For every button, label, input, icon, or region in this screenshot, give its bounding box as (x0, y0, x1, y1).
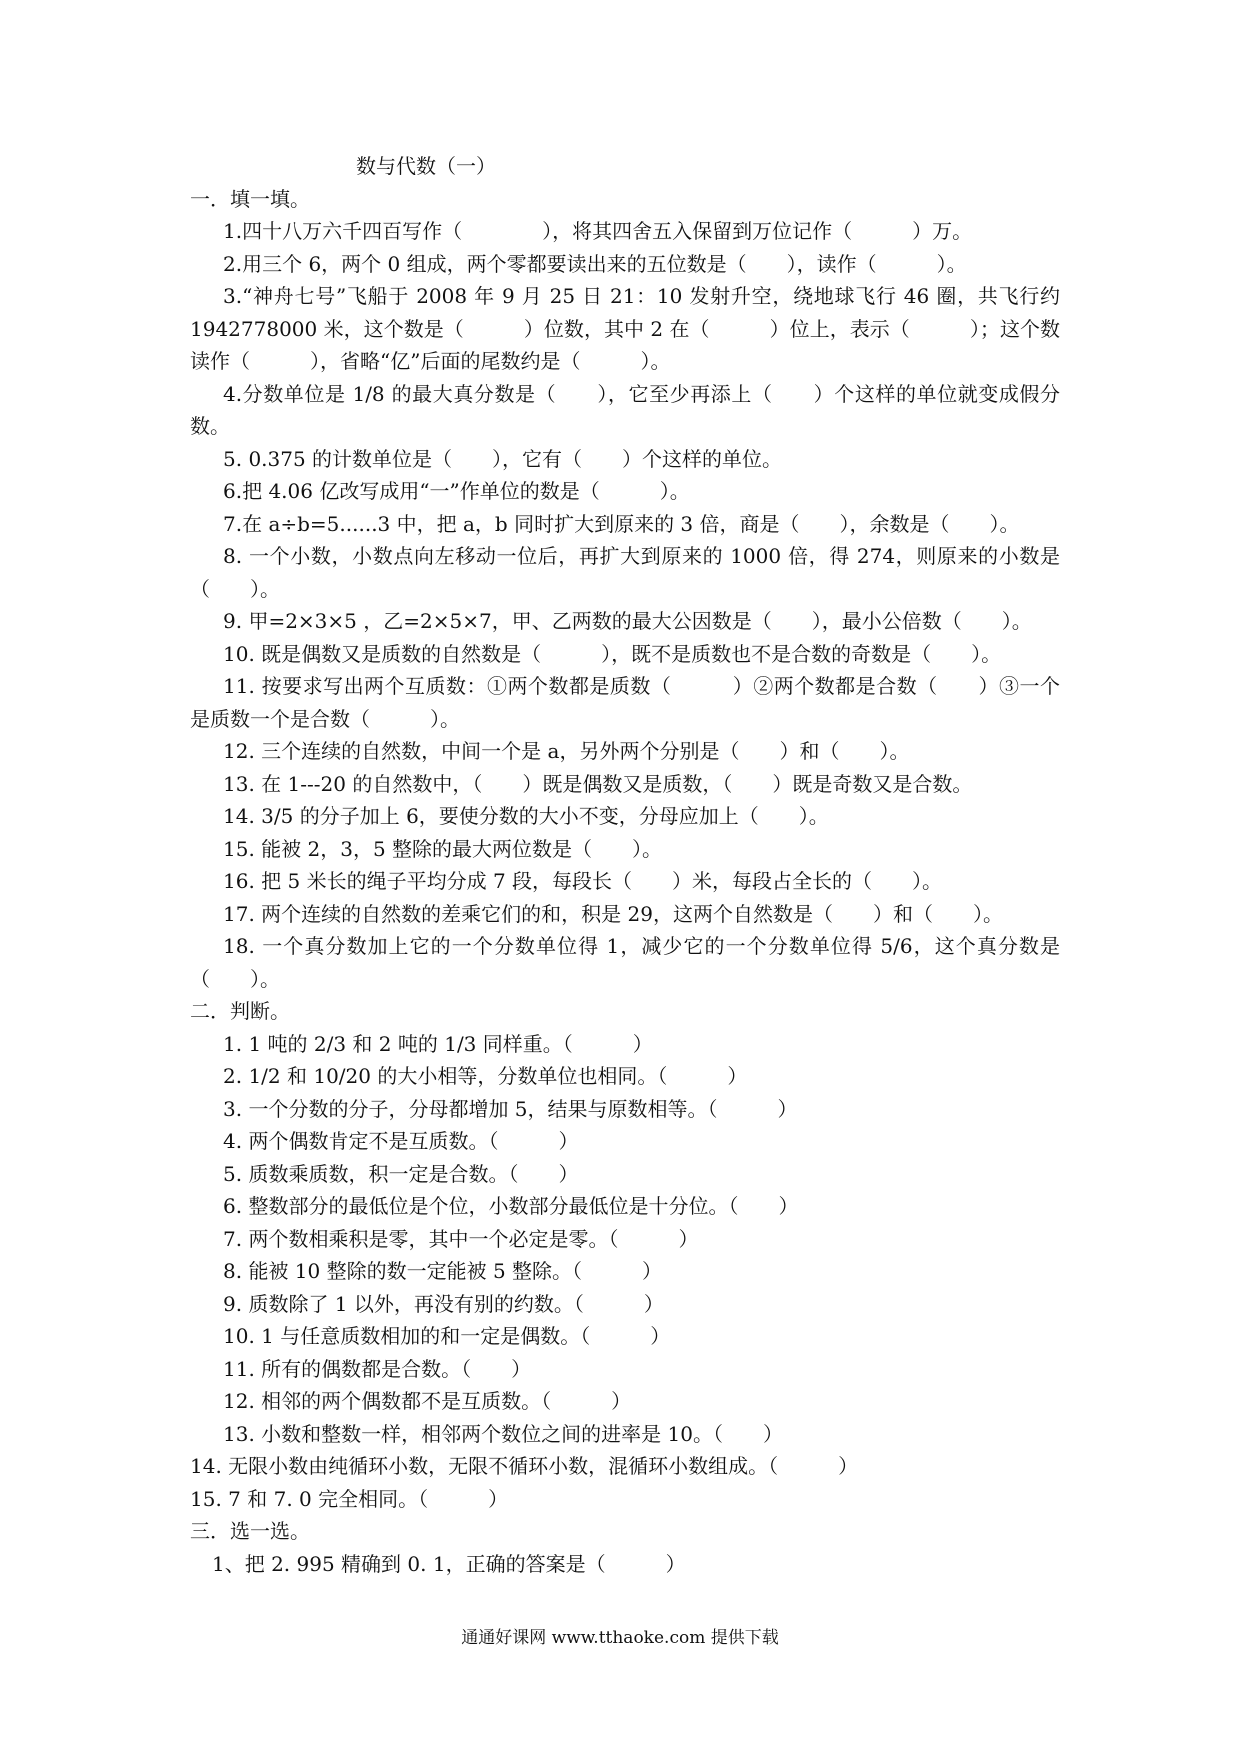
question-item: 5. 质数乘质数，积一定是合数。（ ） (223, 1161, 579, 1186)
section-multiple-choice (190, 1515, 1060, 1580)
document-body (190, 150, 1060, 1580)
question-item: 9. 甲=2×3×5 ，乙=2×5×7，甲、乙两数的最大公因数是（ ），最小公倍数（ ）。 (223, 609, 1032, 633)
question-item: 1.四十八万六千四百写作（ ），将其四舍五入保留到万位记作（ ）万。 (223, 219, 973, 243)
section-heading: 一．填一填。 (190, 186, 310, 211)
section-fill-in (190, 183, 1060, 996)
question-item: 6. 整数部分的最低位是个位，小数部分最低位是十分位。（ ） (223, 1194, 799, 1218)
question-item: 15. 能被 2，3，5 整除的最大两位数是（ ）。 (223, 836, 663, 861)
question-item: 18. 一个真分数加上它的一个分数单位得 1，减少它的一个分数单位得 5/6，这个真分数是（ ）。 (190, 934, 1060, 991)
question-item: 1. 1 吨的 2/3 和 2 吨的 1/3 同样重。（ ） (223, 1031, 653, 1056)
question-item: 11. 所有的偶数都是合数。（ ） (223, 1356, 532, 1381)
question-item: 15. 7 和 7. 0 完全相同。（ ） (190, 1486, 509, 1511)
question-item: 12. 三个连续的自然数，中间一个是 a，另外两个分别是（ ）和（ ）。 (223, 739, 910, 763)
section-heading: 三．选一选。 (190, 1519, 310, 1543)
question-item: 4.分数单位是 1/8 的最大真分数是（ ），它至少再添上（ ）个这样的单位就变成假分数。 (190, 381, 1060, 438)
section-true-false (190, 995, 1060, 1515)
question-item: 2. 1/2 和 10/20 的大小相等，分数单位也相同。（ ） (223, 1064, 748, 1088)
question-item: 1、把 2. 995 精确到 0. 1，正确的答案是（ ） (212, 1551, 686, 1576)
question-item: 7.在 a÷b=5......3 中，把 a，b 同时扩大到原来的 3 倍，商是（ ），余数是（ ）。 (223, 511, 1020, 536)
page-title: 数与代数（一） (356, 154, 496, 178)
question-item: 3. 一个分数的分子，分母都增加 5，结果与原数相等。（ ） (223, 1096, 798, 1121)
question-item: 9. 质数除了 1 以外，再没有别的约数。（ ） (223, 1291, 664, 1316)
question-item: 8. 一个小数，小数点向左移动一位后，再扩大到原来的 1000 倍，得 274，则原来的小数是（ ）。 (190, 544, 1060, 601)
question-item: 4. 两个偶数肯定不是互质数。（ ） (223, 1129, 579, 1153)
question-item: 7. 两个数相乘积是零，其中一个必定是零。（ ） (223, 1226, 699, 1251)
question-item: 6.把 4.06 亿改写成用“一”作单位的数是（ ）。 (223, 479, 690, 503)
question-item: 8. 能被 10 整除的数一定能被 5 整除。（ ） (223, 1259, 663, 1283)
question-item: 14. 3/5 的分子加上 6，要使分数的大小不变，分母应加上（ ）。 (223, 804, 829, 828)
section-heading: 二．判断。 (190, 999, 290, 1023)
question-item: 14. 无限小数由纯循环小数，无限不循环小数，混循环小数组成。（ ） (190, 1454, 859, 1478)
question-item: 13. 小数和整数一样，相邻两个数位之间的进率是 10。（ ） (223, 1421, 783, 1446)
page-footer: 通通好课网 www.tthaoke.com 提供下载 (461, 1628, 779, 1648)
question-item: 11. 按要求写出两个互质数：①两个数都是质数（ ）②两个数都是合数（ ）③一个是质数一个是合数（ ）。 (190, 674, 1060, 731)
question-item: 16. 把 5 米长的绳子平均分成 7 段，每段长（ ）米，每段占全长的（ ）。 (223, 869, 943, 893)
question-item: 12. 相邻的两个偶数都不是互质数。（ ） (223, 1389, 632, 1413)
question-item: 13. 在 1---20 的自然数中，（ ）既是偶数又是质数，（ ）既是奇数又是合数。 (223, 771, 973, 796)
question-item: 2.用三个 6，两个 0 组成，两个零都要读出来的五位数是（ ），读作（ ）。 (223, 251, 967, 276)
question-item: 10. 既是偶数又是质数的自然数是（ ），既不是质数也不是合数的奇数是（ ）。 (223, 641, 1002, 666)
question-item: 5. 0.375 的计数单位是（ ），它有（ ）个这样的单位。 (223, 446, 783, 471)
question-item: 17. 两个连续的自然数的差乘它们的和，积是 29，这两个自然数是（ ）和（ ）。 (223, 901, 1003, 926)
question-item: 10. 1 与任意质数相加的和一定是偶数。（ ） (223, 1324, 671, 1348)
question-item: 3.“神舟七号”飞船于 2008 年 9 月 25 日 21：10 发射升空，绕地球飞行 46 圈，共飞行约 1942778000 米，这个数是（ ）位数，其中 2 在（ ）位上，表示（ ）；这个数读作（ ），省略“亿”后面的尾数约是（ ）。 (190, 284, 1060, 373)
